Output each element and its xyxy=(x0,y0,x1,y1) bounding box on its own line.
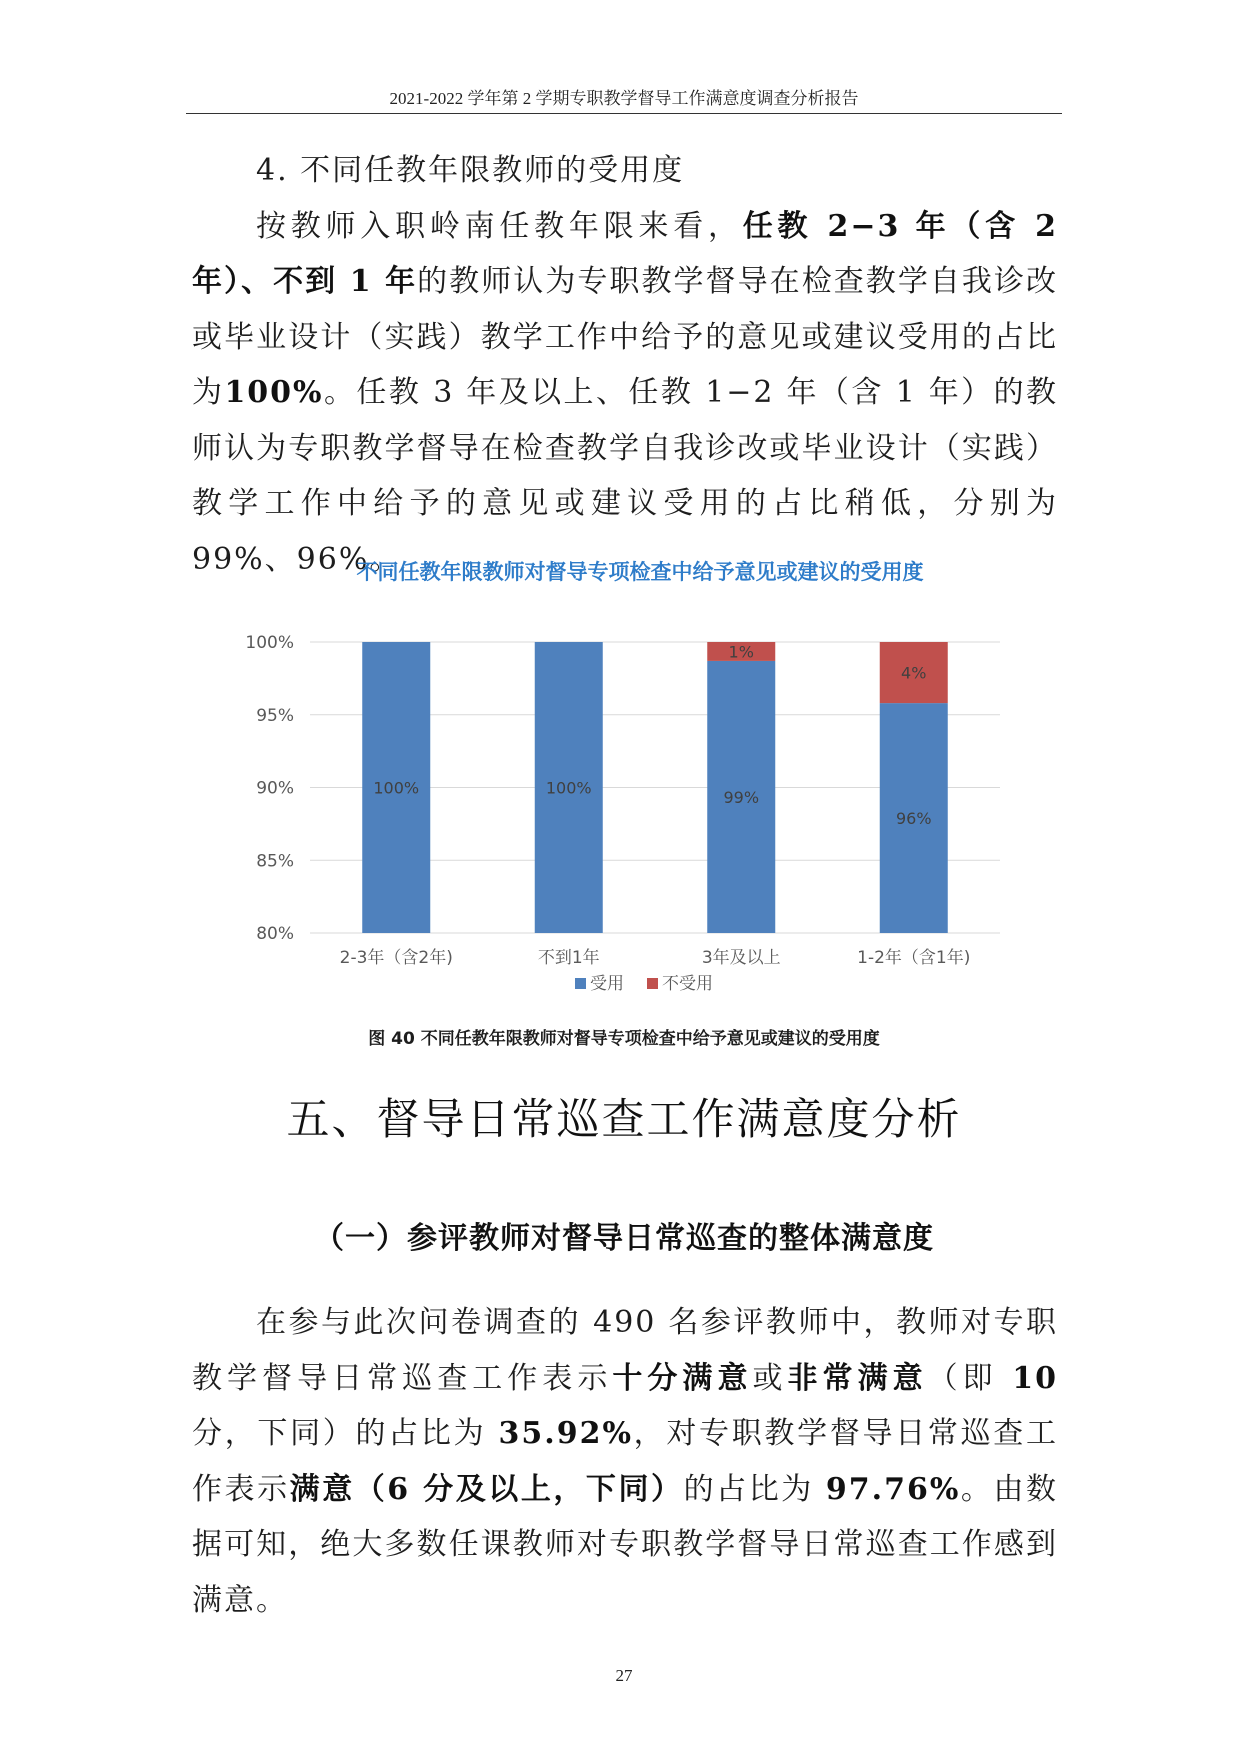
y-tick-label: 100% xyxy=(245,633,294,653)
p2-text-4: 分，下同）的占比为 xyxy=(192,1416,499,1451)
p1-text-2: 的教师认为专职教学督导在检查教学自我诊改或毕业设计（实践）教学工作中给予的意见或建议受用的占比为 xyxy=(192,264,1059,410)
stacked-bar-chart xyxy=(230,625,1010,1005)
data-label-受用: 100% xyxy=(373,778,420,798)
section4-paragraph xyxy=(192,199,1058,588)
page-number: 27 xyxy=(615,1666,633,1685)
p2-bold-6: 97.76% xyxy=(825,1471,961,1507)
p2-text-1: 在参与此次问卷调查的 490 名参评教师中，教师对专职教学督导日常巡查工作表示 xyxy=(192,1305,1058,1396)
p1-bold-1: 任教 2−3 年（含 2 年）、不到 1 年 xyxy=(192,208,1059,299)
p2-text-2: 或 xyxy=(752,1360,788,1396)
data-label-受用: 100% xyxy=(545,778,592,798)
x-tick-label: 不到1年 xyxy=(537,948,600,968)
legend-swatch xyxy=(575,978,586,989)
x-tick-label: 2-3年（含2年) xyxy=(339,948,453,968)
p2-bold-5: 满意（6 分及以上，下同） xyxy=(289,1471,684,1507)
chart-title: 不同任教年限教师对督导专项检查中给予意见或建议的受用度 xyxy=(356,560,924,584)
p2-bold-2: 非常满意 xyxy=(787,1360,928,1396)
legend-swatch xyxy=(647,978,658,989)
p2-text-5: ，对专职教学督导日常巡查工作表示 xyxy=(192,1416,1058,1507)
data-label-不受用: 1% xyxy=(728,642,754,662)
legend-label: 受用 xyxy=(590,974,624,994)
y-tick-label: 90% xyxy=(256,778,294,799)
y-tick-label: 85% xyxy=(256,851,294,872)
figure-caption: 图 40 不同任教年限教师对督导专项检查中给予意见或建议的受用度 xyxy=(368,1029,880,1049)
data-label-受用: 96% xyxy=(895,809,932,829)
header-rule xyxy=(186,113,1062,114)
p2-text-7: 。由数据可知，绝大多数任课教师对专职教学督导日常巡查工作感到满意。 xyxy=(192,1471,1058,1618)
legend-label: 不受用 xyxy=(662,974,713,994)
section4-text xyxy=(192,143,1058,587)
data-label-受用: 99% xyxy=(723,787,760,807)
section5-paragraph xyxy=(192,1295,1058,1628)
p2-bold-3: 10 xyxy=(1012,1360,1059,1396)
section5-heading: 五、督导日常巡查工作满意度分析 xyxy=(286,1095,962,1145)
section5-subheading: （一）参评教师对督导日常巡查的整体满意度 xyxy=(314,1221,934,1256)
p2-bold-1: 十分满意 xyxy=(612,1360,753,1396)
p1-text-3: 。任教 3 年及以上、任教 1−2 年（含 1 年）的教师认为专职教学督导在检查教学自我诊改或毕业设计（实践）教学工作中给予的意见或建议受用的占比稍低，分别为 99%、96%。 xyxy=(192,375,1059,577)
x-tick-label: 1-2年（含1年) xyxy=(857,948,971,968)
y-tick-label: 80% xyxy=(256,924,294,944)
section5-text xyxy=(192,1295,1058,1628)
p2-text-3: （即 xyxy=(927,1360,1013,1396)
p1-bold-2: 100% xyxy=(224,375,324,410)
p2-text-6: 的占比为 xyxy=(683,1471,826,1507)
section4-heading: 4. 不同任教年限教师的受用度 xyxy=(256,153,685,188)
x-tick-label: 3年及以上 xyxy=(701,948,781,968)
y-tick-label: 95% xyxy=(256,705,294,726)
running-header: 2021-2022 学年第 2 学期专职教学督导工作满意度调查分析报告 xyxy=(389,89,859,108)
p2-bold-4: 35.92% xyxy=(498,1416,633,1451)
p1-text-1: 按教师入职岭南任教年限来看， xyxy=(256,208,743,244)
data-label-不受用: 4% xyxy=(901,663,927,683)
